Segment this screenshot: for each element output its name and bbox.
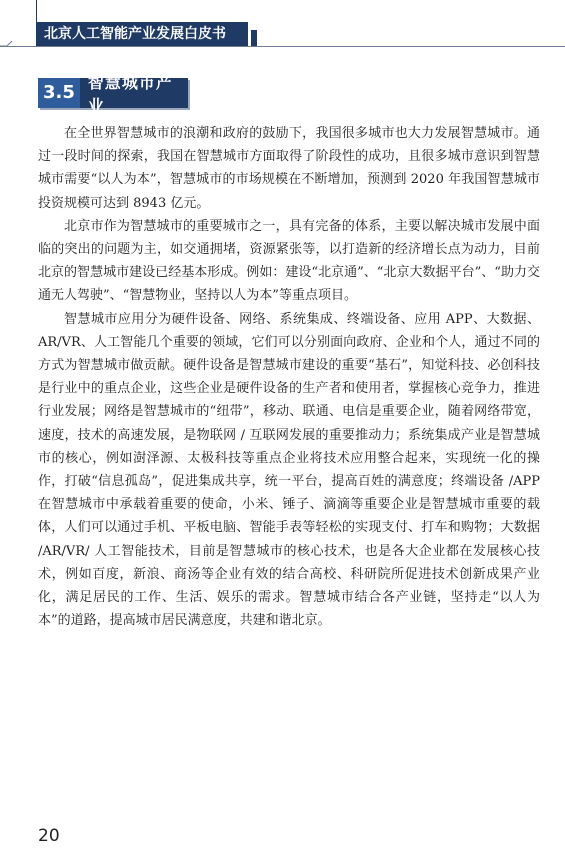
paragraph: 智慧城市应用分为硬件设备、网络、系统集成、终端设备、应用 APP、大数据、AR/VR、人工智能几个重要的领域，它们可以分别面向政府、企业和个人，通过不同的方式为智慧城市做贡献。硬件设备是智慧城市建设的重要“基石”，知觉科技、必创科技是行业中的重点企业，这些企业是硬件设备的生产者和使用者，掌握核心竞争力，推进行业发展；网络是智慧城市的“纽带”，移动、联通、电信是重要企业，随着网络带宽，速度，技术的高速发展，是物联网 / 互联网发展的重要推动力；系统集成产业是智慧城市的核心，例如澍泽源、太极科技等重点企业将技术应用整合起来，实现统一化的操作，打破“信息孤岛”，促进集成共享，统一平台，提高百姓的满意度；终端设备 /APP 在智慧城市中承载着重要的使命，小米、锤子、滴滴等重要企业是智慧城市重要的载体，人们可以通过手机、平板电脑、智能手表等轻松的实现支付、打车和购物；大数据 /AR/VR/ 人工智能技术，目前是智慧城市的核心技术，也是各大企业都在发展核心技术，例如百度，新浪、商汤等企业有效的结合高校、科研院所促进技术创新成果产业化，满足居民的工作、生活、娱乐的需求。智慧城市结合各产业链，坚持走“以人为本”的道路，提高城市居民满意度，共建和谐北京。 xyxy=(38,311,540,629)
header-horizontal-rule xyxy=(0,46,565,47)
body-text xyxy=(38,122,540,632)
section-number: 3.5 xyxy=(38,78,80,108)
paragraph: 在全世界智慧城市的浪潮和政府的鼓励下，我国很多城市也大力发展智慧城市。通过一段时间的探索，我国在智慧城市方面取得了阶段性的成功，且很多城市意识到智慧城市需要“以人为本”，智慧城市的市场规模在不断增加，预测到 2020 年我国智慧城市投资规模可达到 8943 亿元。 xyxy=(38,126,540,211)
paragraph: 北京市作为智慧城市的重要城市之一，具有完备的体系，主要以解决城市发展中面临的突出的问题为主，如交通拥堵，资源紧张等，以打造新的经济增长点为动力，目前北京的智慧城市建设已经基本形成。例如：建设“北京通”、“北京大数据平台”、“助力交通无人驾驶”、“智慧物业，坚持以人为本”等重点项目。 xyxy=(38,218,540,304)
section-heading xyxy=(38,73,188,115)
running-header: 北京人工智能产业发展白皮书 xyxy=(36,22,248,46)
header-accent-block xyxy=(251,30,257,46)
header-notch-icon xyxy=(0,40,14,48)
section-title: 智慧城市产业 xyxy=(87,73,173,115)
page-number: 20 xyxy=(38,826,60,846)
